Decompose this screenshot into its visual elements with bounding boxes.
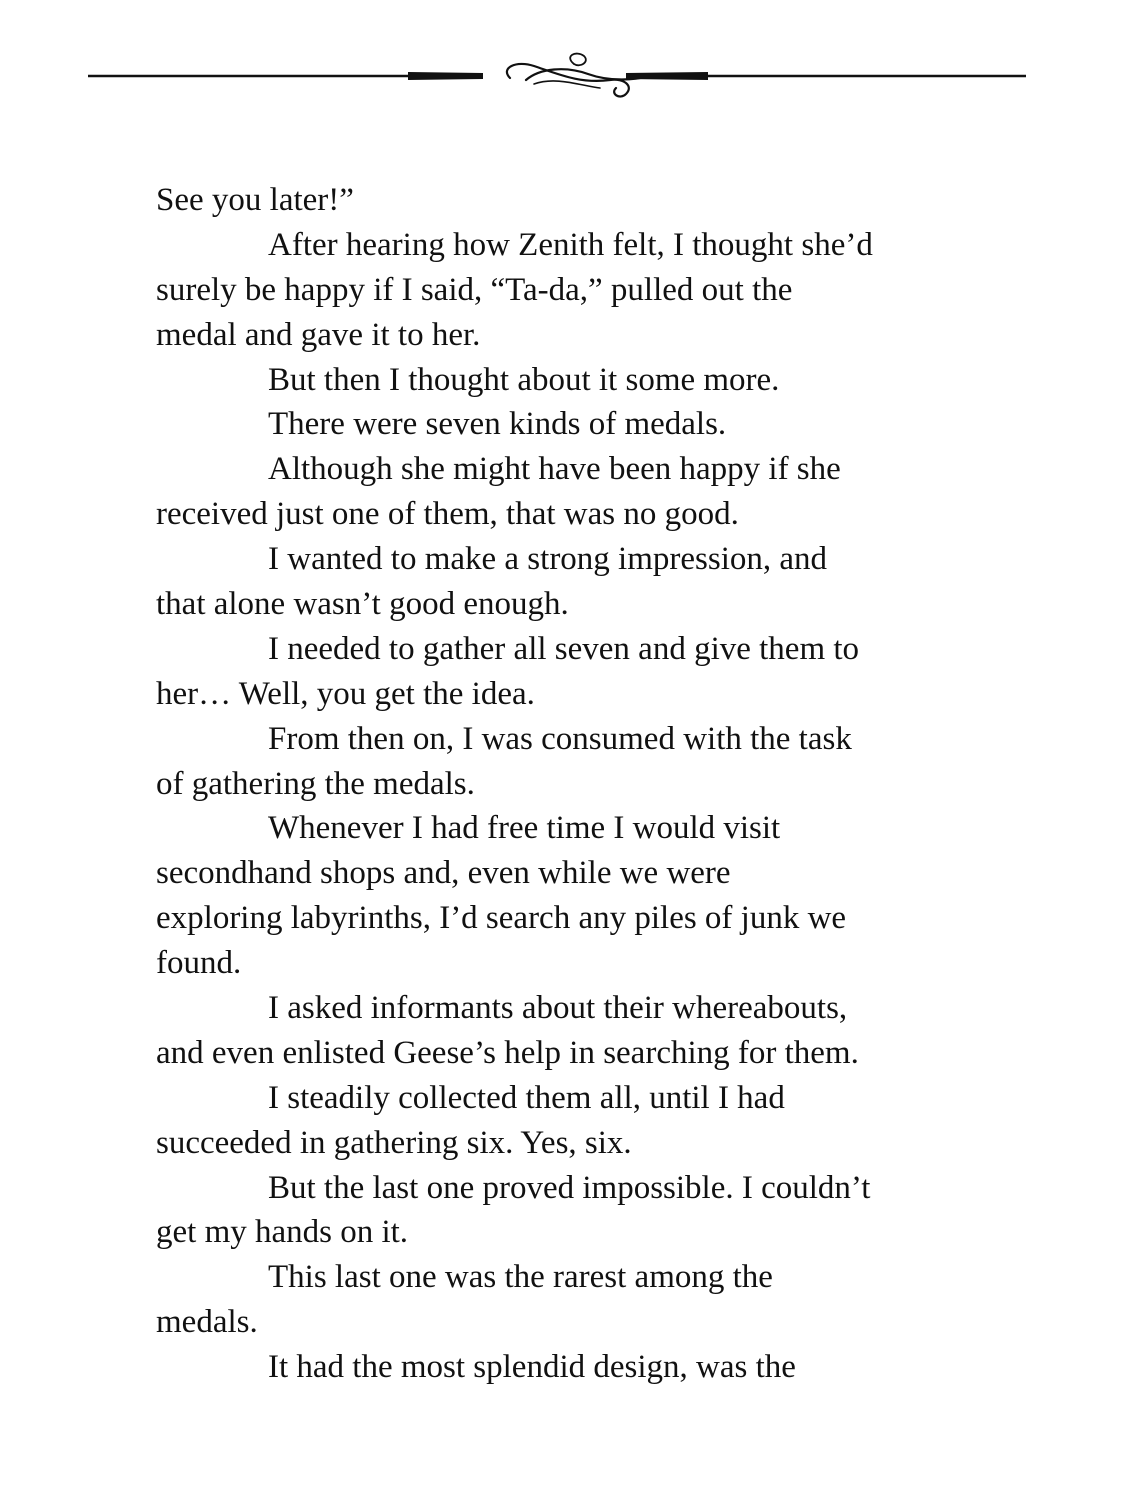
text-line: and even enlisted Geese’s help in searching for them. xyxy=(156,1034,859,1071)
text-line: But then I thought about it some more. xyxy=(268,361,780,398)
divider-rule-right xyxy=(626,72,1026,80)
text-line: medals. xyxy=(156,1304,258,1341)
text-line: secondhand shops and, even while we were xyxy=(156,855,731,892)
text-line: her… Well, you get the idea. xyxy=(156,675,535,712)
text-line: This last one was the rarest among the xyxy=(268,1259,773,1296)
text-line: I steadily collected them all, until I had xyxy=(268,1079,785,1116)
text-line: received just one of them, that was no good. xyxy=(156,496,739,533)
text-line: found. xyxy=(156,945,242,982)
text-line: Whenever I had free time I would visit xyxy=(268,810,781,847)
text-line: succeeded in gathering six. Yes, six. xyxy=(156,1124,632,1161)
text-line: I wanted to make a strong impression, and xyxy=(268,541,828,578)
text-line: Although she might have been happy if she xyxy=(268,451,841,488)
text-line: See you later!” xyxy=(156,182,354,218)
text-line: medal and gave it to her. xyxy=(156,316,481,353)
body-text xyxy=(156,178,976,1390)
text-line: From then on, I was consumed with the task xyxy=(268,720,852,757)
text-line: After hearing how Zenith felt, I thought she’d xyxy=(268,226,873,263)
text-line: that alone wasn’t good enough. xyxy=(156,586,569,623)
text-line: I needed to gather all seven and give them to xyxy=(268,630,860,667)
text-line: There were seven kinds of medals. xyxy=(268,406,727,443)
text-line: get my hands on it. xyxy=(156,1214,409,1251)
text-line: of gathering the medals. xyxy=(156,765,475,802)
header-ornament xyxy=(88,42,1028,112)
text-line: exploring labyrinths, I’d search any piles of junk we xyxy=(156,900,847,937)
text-line: It had the most splendid design, was the xyxy=(268,1349,796,1386)
text-line: But the last one proved impossible. I couldn’t xyxy=(268,1169,871,1206)
divider-rule-left xyxy=(88,72,483,80)
text-line: I asked informants about their whereabouts, xyxy=(268,990,848,1027)
text-line: surely be happy if I said, “Ta-da,” pulled out the xyxy=(156,271,793,308)
